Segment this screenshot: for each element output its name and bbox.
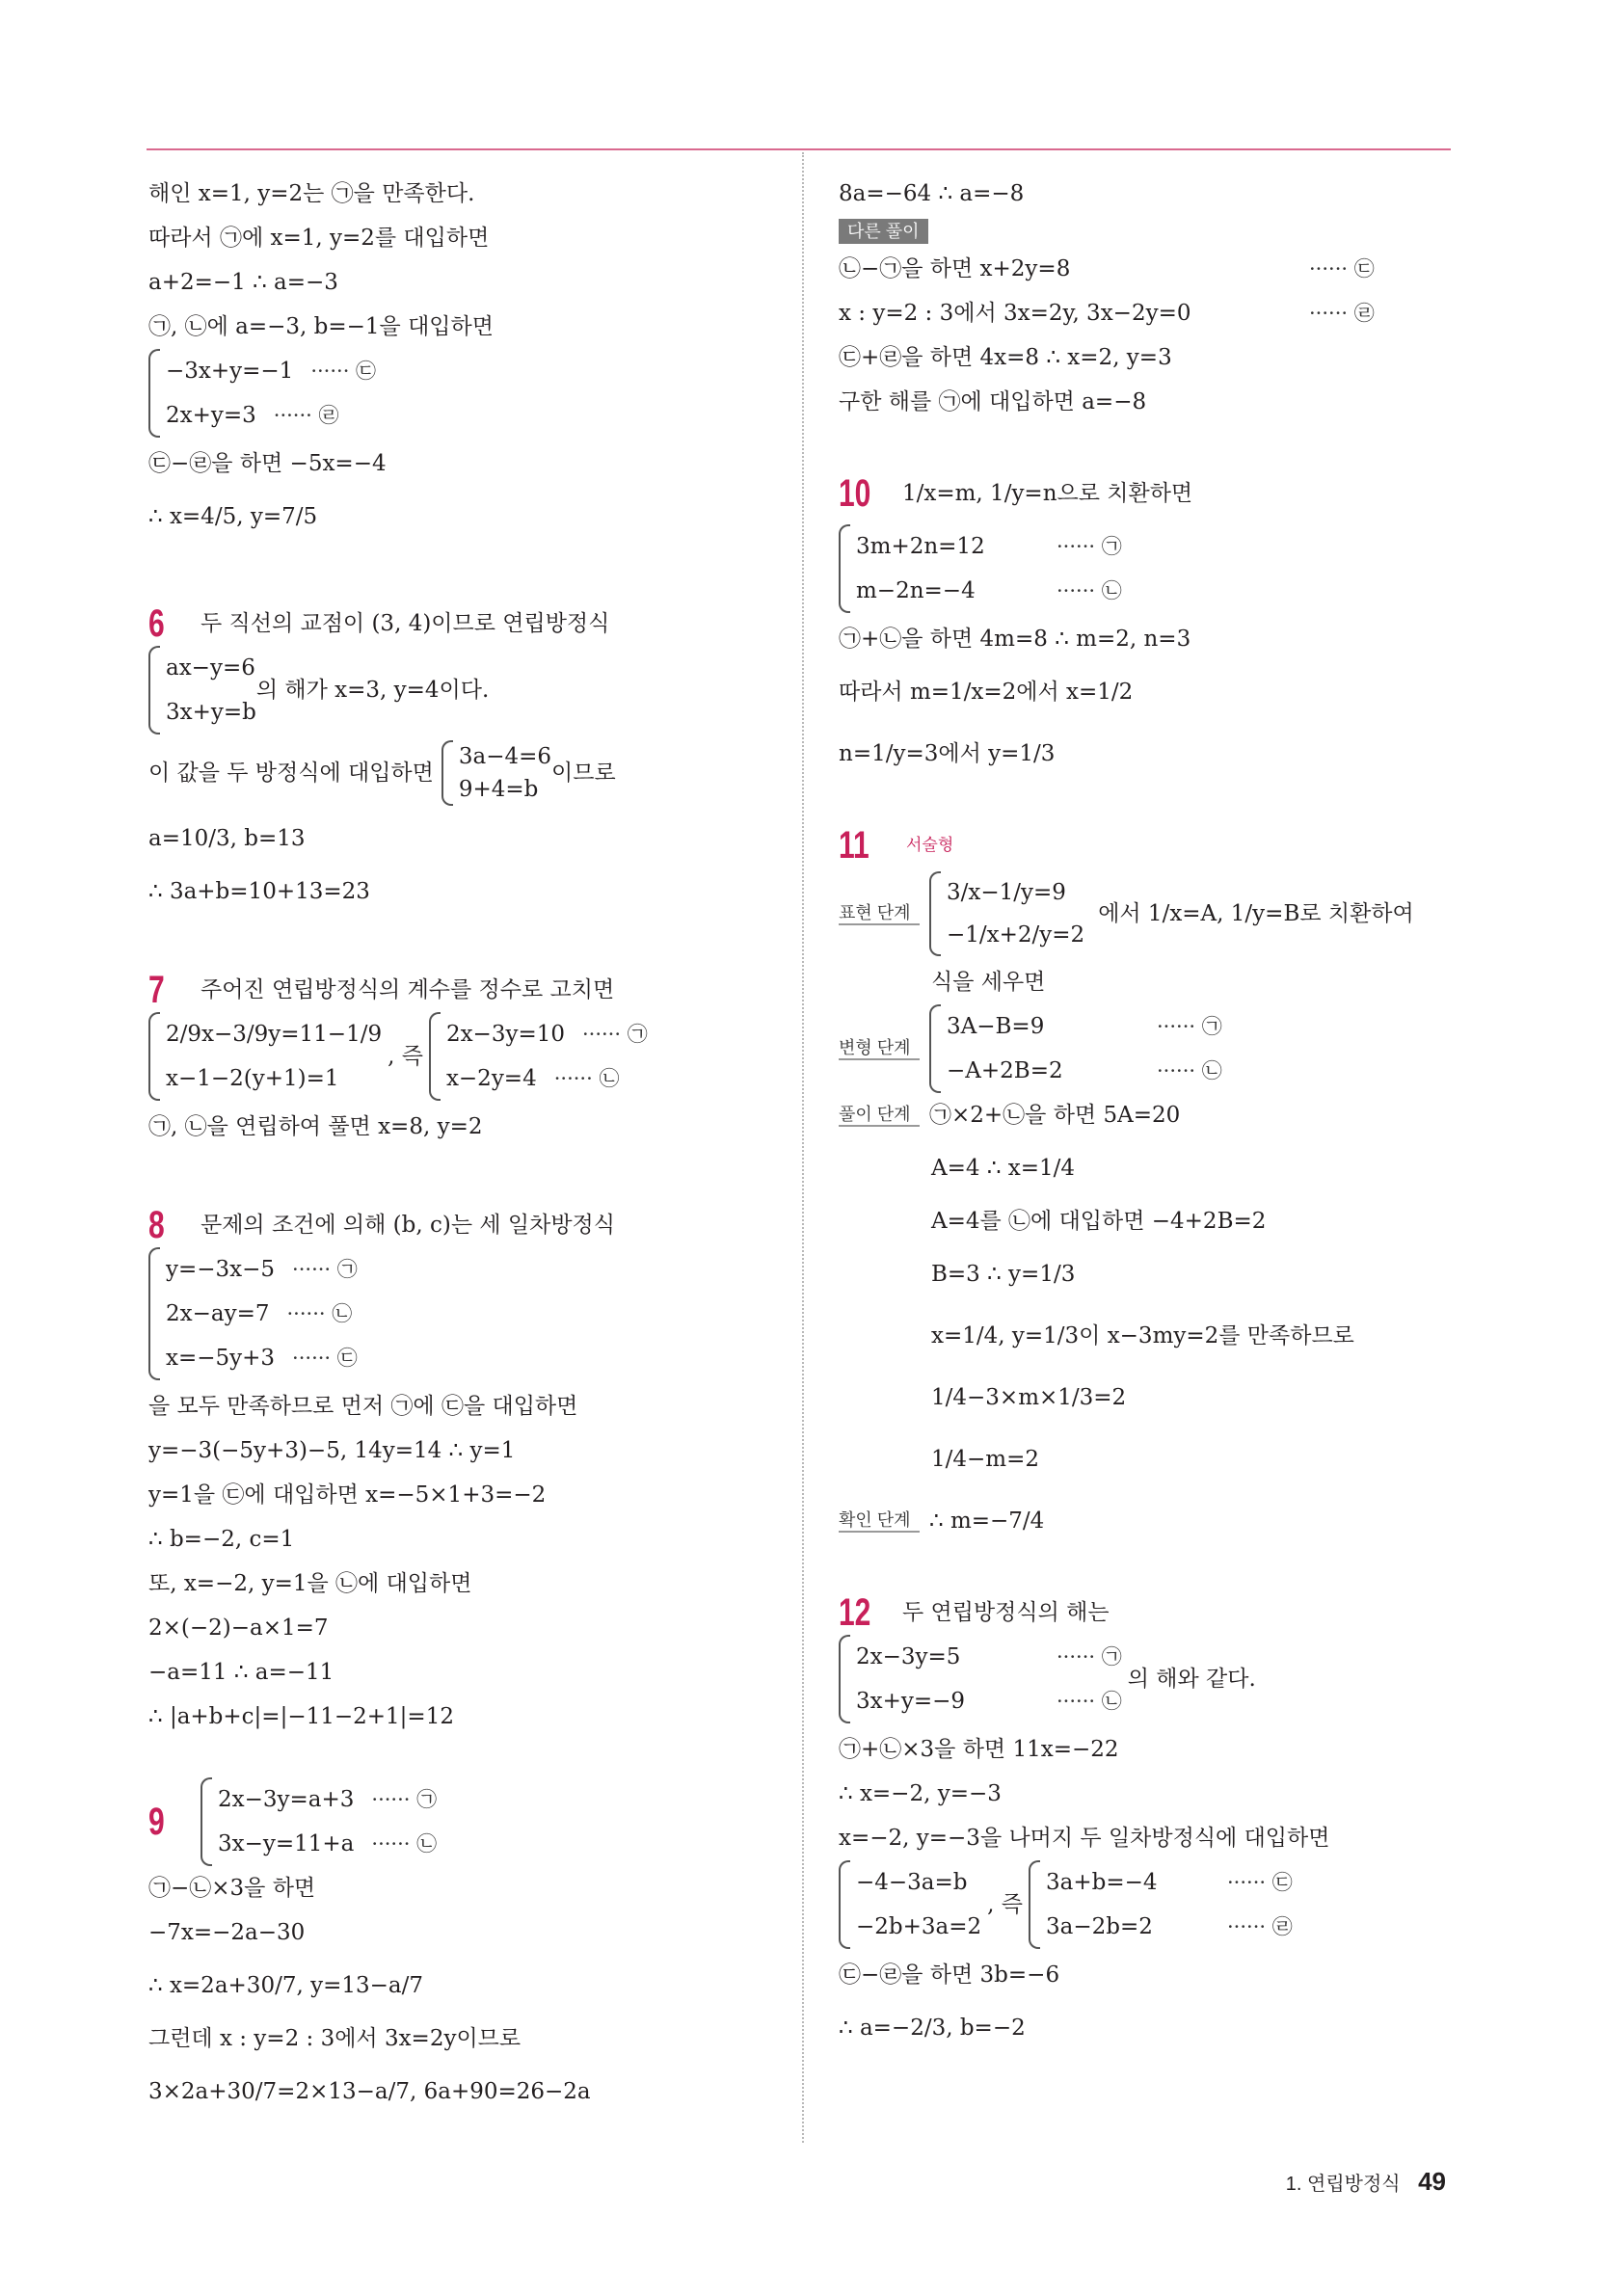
problem-9-header — [148, 1777, 785, 1866]
step-row — [839, 1093, 1456, 1137]
text-line — [839, 291, 1456, 335]
text-line: ∴ 3a+b=10+13=23 — [148, 879, 370, 904]
equation-system — [441, 740, 551, 806]
equation: 3A−B=9 — [947, 1014, 1045, 1039]
text-line: ㉢−㉣을 하면 3b=−6 — [839, 1962, 1060, 1988]
text-line: 두 연립방정식의 해는 — [902, 1600, 1110, 1625]
step-label: 표현 단계 — [839, 902, 920, 925]
equation-marker: ······ ㉡ — [1157, 1059, 1222, 1082]
equation-marker: ······ ㉣ — [1227, 1915, 1293, 1938]
step-label: 변형 단계 — [839, 1037, 920, 1060]
equation: 3x+y=−9 — [856, 1689, 966, 1714]
page-number: 49 — [1418, 2167, 1446, 2196]
equation-system — [839, 1635, 1256, 1723]
text: 의 해와 같다. — [1127, 1667, 1256, 1692]
text-line: ㉠, ㉡에 a=−3, b=−1을 대입하면 — [148, 314, 494, 339]
text-line: ㉠, ㉡을 연립하여 풀면 x=8, y=2 — [148, 1114, 483, 1139]
brace — [148, 1247, 160, 1380]
equation: 3a−2b=2 — [1046, 1914, 1153, 1939]
equation: ax−y=6 — [166, 655, 255, 681]
text-line: a+2=−1 ∴ a=−3 — [148, 270, 338, 295]
brace — [148, 349, 160, 438]
equation: −4−3a=b — [856, 1870, 968, 1895]
text-line: 식을 세우면 — [931, 970, 1046, 995]
equation: 3/x−1/y=9 — [947, 880, 1066, 905]
brace — [429, 1012, 441, 1101]
equation: y=−3x−5 — [166, 1257, 276, 1282]
text-line: 구한 해를 ㉠에 대입하면 a=−8 — [839, 389, 1147, 414]
problem-7-header — [148, 968, 785, 1012]
text-line: 문제의 조건에 의해 (b, c)는 세 일차방정식 — [201, 1213, 615, 1238]
equation-marker: ······ ㉣ — [1309, 302, 1375, 325]
text-line: −a=11 ∴ a=−11 — [148, 1660, 334, 1685]
problem-number: 8 — [148, 1204, 165, 1246]
text-line: ㉢−㉣을 하면 −5x=−4 — [148, 451, 387, 476]
text-line: ㉢+㉣을 하면 4x=8 ∴ x=2, y=3 — [839, 345, 1172, 370]
text-line: 1/x=m, 1/y=n으로 치환하면 — [902, 481, 1193, 506]
equation: x−2y=4 — [445, 1066, 537, 1091]
step-row — [839, 1490, 1456, 1552]
equation: m−2n=−4 — [856, 578, 976, 603]
equation: 3m+2n=12 — [856, 534, 985, 559]
equation: −1/x+2/y=2 — [947, 922, 1085, 948]
problem-number: 11 — [839, 824, 869, 867]
brace — [839, 1860, 850, 1949]
text: 이 값을 두 방정식에 대입하면 — [148, 761, 434, 786]
brace — [441, 740, 453, 806]
equation-marker: ······ ㉣ — [273, 404, 339, 427]
equation-system — [929, 1004, 1222, 1093]
equation: x : y=2 : 3에서 3x=2y, 3x−2y=0 — [839, 301, 1191, 326]
top-rule — [147, 148, 1451, 150]
alt-solution-tag-row — [839, 216, 1456, 247]
equation-system — [148, 1012, 648, 1101]
text-line: ㉠−㉡×3을 하면 — [148, 1876, 316, 1901]
column-divider — [802, 152, 804, 2143]
problem-12-header — [839, 1590, 1456, 1635]
text-line: 1/4−m=2 — [931, 1447, 1040, 1472]
text-line: 의 해가 x=3, y=4이다. — [255, 678, 490, 703]
problem-number: 7 — [148, 969, 165, 1011]
equation-system — [929, 871, 1084, 956]
text-line: ∴ x=4/5, y=7/5 — [148, 504, 318, 529]
problem-number: 9 — [148, 1801, 165, 1843]
step-label: 풀이 단계 — [839, 1104, 920, 1127]
text-line: 2×(−2)−a×1=7 — [148, 1615, 329, 1641]
text: , 즉 — [388, 1044, 423, 1069]
text: 이므로 — [551, 761, 616, 786]
text-line: 8a=−64 ∴ a=−8 — [839, 181, 1025, 206]
equation-marker: ······ ㉠ — [371, 1788, 438, 1811]
problem-number: 6 — [148, 602, 165, 645]
text-line: −7x=−2a−30 — [148, 1920, 306, 1945]
equation: 2/9x−3/9y=11−1/9 — [166, 1022, 383, 1047]
equation-system — [839, 1860, 1293, 1949]
equation-marker: ······ ㉠ — [292, 1258, 358, 1281]
equation: x=−5y+3 — [166, 1346, 276, 1371]
equation: 2x+y=3 — [166, 403, 256, 428]
text-line: ∴ b=−2, c=1 — [148, 1527, 295, 1552]
equation-system — [201, 1777, 437, 1866]
right-column — [839, 172, 1456, 2059]
equation: x−1−2(y+1)=1 — [166, 1066, 339, 1091]
text-line: n=1/y=3에서 y=1/3 — [839, 741, 1056, 766]
equation-marker: ······ ㉡ — [286, 1302, 353, 1325]
problem-11-header — [839, 823, 1456, 868]
brace — [929, 1004, 941, 1093]
problem-10-header — [839, 463, 1456, 524]
text-line: A=4를 ㉡에 대입하면 −4+2B=2 — [931, 1209, 1267, 1234]
equation-marker: ······ ㉠ — [1157, 1015, 1222, 1038]
equation: 9+4=b — [458, 777, 539, 802]
text-line: B=3 ∴ y=1/3 — [931, 1262, 1076, 1287]
text-line: 주어진 연립방정식의 계수를 정수로 고치면 — [201, 977, 615, 1002]
equation: 3a−4=6 — [458, 744, 552, 769]
equation-system — [148, 1247, 358, 1380]
equation-marker: ······ ㉢ — [1309, 257, 1375, 280]
text-line: 또, x=−2, y=1을 ㉡에 대입하면 — [148, 1571, 472, 1596]
text-line: x=1/4, y=1/3이 x−3my=2를 만족하므로 — [931, 1323, 1354, 1348]
equation-system — [839, 524, 1122, 613]
text-line: a=10/3, b=13 — [148, 826, 306, 851]
equation: −A+2B=2 — [947, 1058, 1063, 1083]
equation: 3a+b=−4 — [1046, 1870, 1158, 1895]
equation-marker: ······ ㉡ — [371, 1832, 438, 1855]
equation: 2x−3y=a+3 — [218, 1787, 355, 1812]
equation: ㉡−㉠을 하면 x+2y=8 — [839, 256, 1071, 281]
text-line: 두 직선의 교점이 (3, 4)이므로 연립방정식 — [201, 611, 610, 636]
left-column — [148, 172, 785, 2122]
text-line: ㉠+㉡×3을 하면 11x=−22 — [839, 1737, 1119, 1762]
text-line — [839, 247, 1456, 291]
text-line: A=4 ∴ x=1/4 — [931, 1156, 1076, 1181]
text-line: 을 모두 만족하므로 먼저 ㉠에 ㉢을 대입하면 — [148, 1394, 578, 1419]
equation: 3x+y=b — [166, 700, 256, 725]
text-line: ∴ |a+b+c|=|−11−2+1|=12 — [148, 1704, 454, 1729]
equation: −3x+y=−1 — [166, 359, 294, 384]
equation-marker: ······ ㉢ — [292, 1347, 358, 1370]
problem-number: 10 — [839, 472, 871, 515]
text-line: ∴ x=−2, y=−3 — [839, 1781, 1002, 1806]
page-footer — [1286, 2167, 1446, 2197]
equation: 2x−3y=10 — [445, 1022, 565, 1047]
brace — [1029, 1860, 1040, 1949]
step-row — [839, 1004, 1456, 1093]
equation-marker: ······ ㉡ — [553, 1067, 620, 1090]
equation: 2x−ay=7 — [166, 1301, 270, 1326]
text-line: 따라서 ㉠에 x=1, y=2를 대입하면 — [148, 226, 490, 251]
brace — [839, 1635, 850, 1723]
text-line: y=1을 ㉢에 대입하면 x=−5×1+3=−2 — [148, 1482, 547, 1508]
equation-system — [148, 349, 376, 438]
text: , 즉 — [987, 1892, 1023, 1917]
equation-marker: ······ ㉢ — [1227, 1871, 1293, 1894]
equation-marker: ······ ㉠ — [1057, 1645, 1122, 1669]
equation-marker: ······ ㉠ — [581, 1023, 648, 1046]
text-line: 1/4−3×m×1/3=2 — [931, 1385, 1127, 1410]
text: ∴ m=−7/4 — [929, 1508, 1045, 1534]
text-line: 그런데 x : y=2 : 3에서 3x=2y이므로 — [148, 2026, 522, 2051]
problem-type-label: 서술형 — [906, 836, 954, 854]
text-line: x=−2, y=−3을 나머지 두 일차방정식에 대입하면 — [839, 1826, 1330, 1851]
problem-6-header — [148, 601, 785, 646]
text: ㉠×2+㉡을 하면 5A=20 — [929, 1103, 1181, 1128]
text-line: ∴ x=2a+30/7, y=13−a/7 — [148, 1973, 423, 1998]
text: 에서 1/x=A, 1/y=B로 치환하여 — [1098, 901, 1414, 926]
equation-system — [148, 646, 489, 734]
equation: 2x−3y=5 — [856, 1644, 961, 1669]
equation-marker: ······ ㉡ — [1057, 1690, 1122, 1713]
text-line: ㉠+㉡을 하면 4m=8 ∴ m=2, n=3 — [839, 627, 1191, 652]
problem-8-header — [148, 1203, 785, 1247]
text-line — [148, 738, 785, 808]
brace — [201, 1777, 212, 1866]
equation: 3x−y=11+a — [218, 1831, 355, 1856]
alt-solution-tag: 다른 풀이 — [839, 219, 928, 244]
equation-marker: ······ ㉡ — [1057, 579, 1122, 602]
equation: −2b+3a=2 — [856, 1914, 982, 1939]
text-line: y=−3(−5y+3)−5, 14y=14 ∴ y=1 — [148, 1438, 516, 1463]
text-line: 해인 x=1, y=2는 ㉠을 만족한다. — [148, 181, 475, 206]
problem-number: 12 — [839, 1591, 871, 1634]
text-line: 따라서 m=1/x=2에서 x=1/2 — [839, 680, 1134, 705]
equation-marker: ······ ㉢ — [310, 360, 377, 383]
brace — [839, 524, 850, 613]
equation-marker: ······ ㉠ — [1057, 535, 1122, 558]
brace — [148, 646, 160, 734]
text-line: ∴ a=−2/3, b=−2 — [839, 2016, 1026, 2041]
chapter-label: 1. 연립방정식 — [1285, 2174, 1401, 2195]
text-line: 3×2a+30/7=2×13−a/7, 6a+90=26−2a — [148, 2079, 591, 2104]
brace — [148, 1012, 160, 1101]
step-row — [839, 868, 1456, 960]
step-label: 확인 단계 — [839, 1509, 920, 1533]
brace — [929, 871, 941, 956]
